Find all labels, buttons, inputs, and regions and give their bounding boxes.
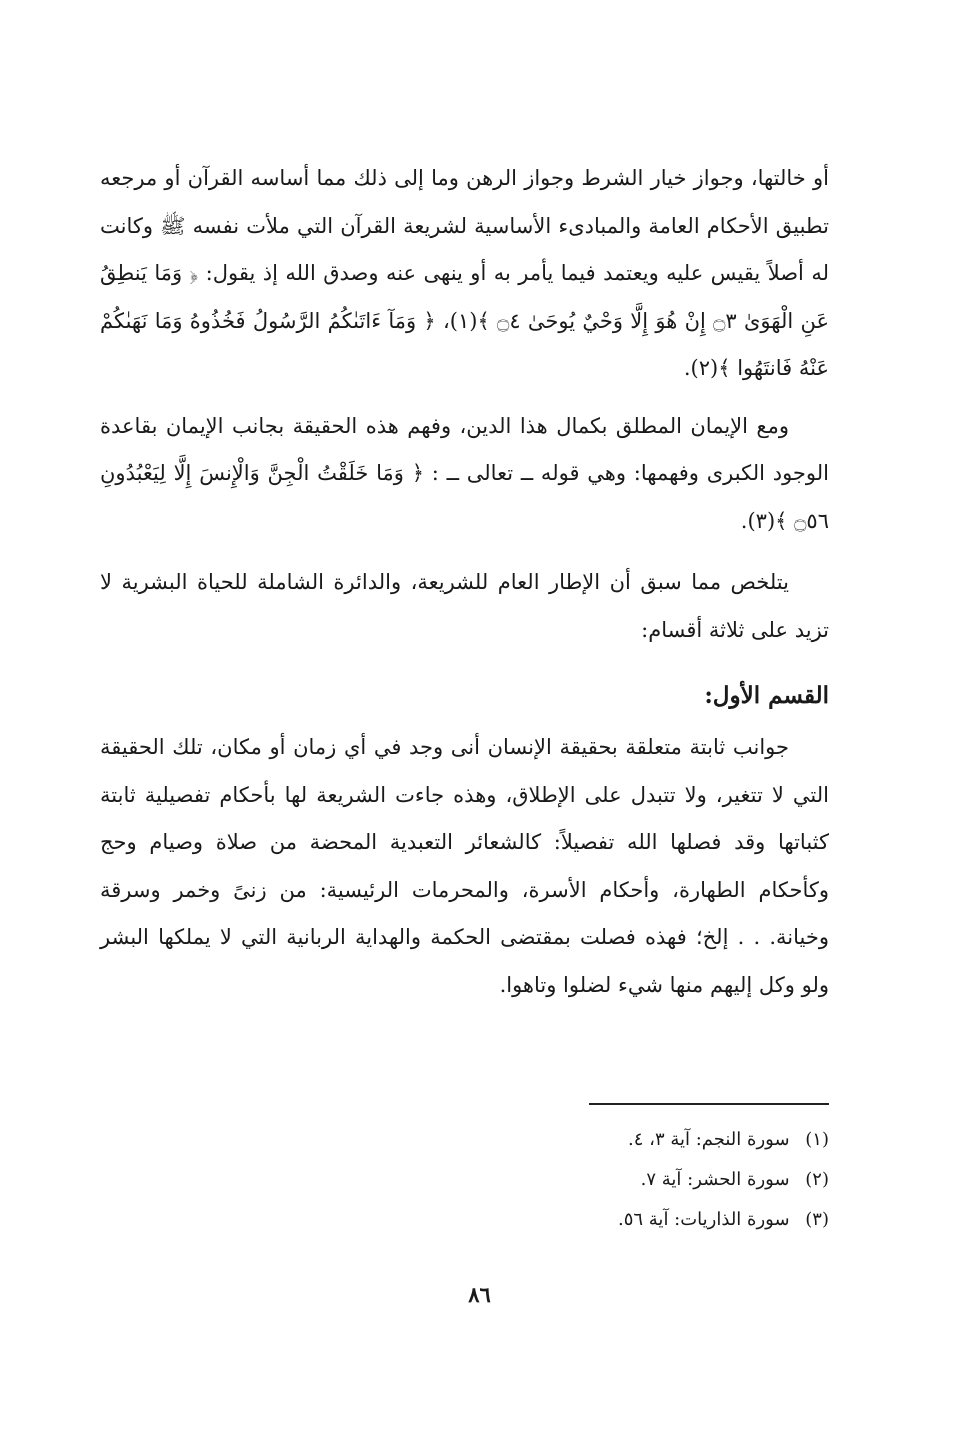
footnote-2-number: (٢) [805,1169,829,1190]
paragraph-4 [100,724,829,1009]
paragraph-4-line-6: بمقتضى الحكمة والهداية الربانية التي لا يملكها البشر ولو وكل إليهم منها [100,925,829,997]
paragraph-4-line-2: تلك الحقيقة التي لا تتغير، ولا تتبدل على الإطلاق، وهذه جاءت الشريعة [100,735,829,807]
footnotes [100,1120,829,1240]
page-number: ٨٦ [468,1282,491,1307]
section-heading: القسم الأول: [704,682,829,709]
footnote-divider [589,1103,829,1105]
paragraph-4-line-3: لها بأحكام تفصيلية ثابتة كثباتها وقد فصلها الله تفصيلاً: كالشعائر التعبدية [100,782,829,854]
footnote-2-text: سورة الحشر: آية ٧. [640,1169,790,1190]
footnote-1-number: (١) [805,1129,829,1150]
paragraph-2-line-1: ومع الإيمان المطلق بكمال هذا الدين، وفهم هذه الحقيقة بجانب [231,413,789,438]
paragraph-3-line-1: يتلخص مما سبق أن الإطار العام للشريعة، والدائرة الشاملة للحياة [196,570,789,594]
paragraph-2-line-3: الْجِنَّ وَالْإِنسَ إِلَّا لِيَعْبُدُونِ ۝٥٦ ﴾(٣). [100,461,829,533]
paragraph-1 [100,155,829,393]
paragraph-1-line-4: وصدق الله إذ يقول: ﴿ وَمَا يَنطِقُ عَنِ الْهَوَىٰ ۝٣ إِنْ هُوَ إِلَّا وَحْيٌ يُوحَىٰ ۝٤ ﴾(١)، ﴿ وَمَآ [100,261,829,333]
footnote-1 [100,1120,829,1160]
footnote-2 [100,1160,829,1200]
paragraph-4-line-7: شيء لضلوا وتاهوا. [499,972,663,997]
paragraph-4-line-5: والمحرمات الرئيسية: من زنىً وخمر وسرقة وخيانة. . . إلخ؛ فهذه فصلت [100,877,829,949]
paragraph-2-line-2: الإيمان بقاعدة الوجود الكبرى وفهمها: وهي قوله ــ تعالى ــ : ﴿ وَمَا خَلَقْتُ [100,413,829,485]
paragraph-3 [100,559,829,654]
paragraph-1-line-5: ءَاتَىٰكُمُ الرَّسُولُ فَخُذُوهُ وَمَا نَهَىٰكُمْ عَنْهُ فَانتَهُوا ﴾(٢). [100,308,829,380]
footnote-3-number: (٣) [805,1209,829,1230]
paragraph-1-line-2: أو مرجعه تطبيق الأحكام العامة والمبادىء الأساسية لشريعة القرآن التي [100,166,830,238]
paragraph-4-line-1: جوانب ثابتة متعلقة بحقيقة الإنسان أنى وجد في أي زمان أو مكان، [210,735,789,759]
footnote-3 [100,1200,829,1240]
paragraph-4-line-4: المحضة من صلاة وصيام وحج وكأحكام الطهارة، وأحكام الأسرة، [100,830,829,902]
paragraph-2 [100,403,829,546]
paragraph-3-line-2: البشرية لا تزيد على ثلاثة أقسام: [100,570,829,642]
paragraph-1-line-1: أو خالتها، وجواز خيار الشرط وجواز الرهن وما إلى ذلك مما أساسه القرآن [187,166,829,190]
footnote-3-text: سورة الذاريات: آية ٥٦. [617,1209,790,1230]
footnote-1-text: سورة النجم: آية ٣، ٤. [628,1129,790,1150]
page-body [100,155,829,1009]
paragraph-1-line-3: ملأت نفسه ﷺ وكانت له أصلاً يقيس عليه ويعتمد فيما يأمر به أو ينهى عنه [100,213,829,285]
